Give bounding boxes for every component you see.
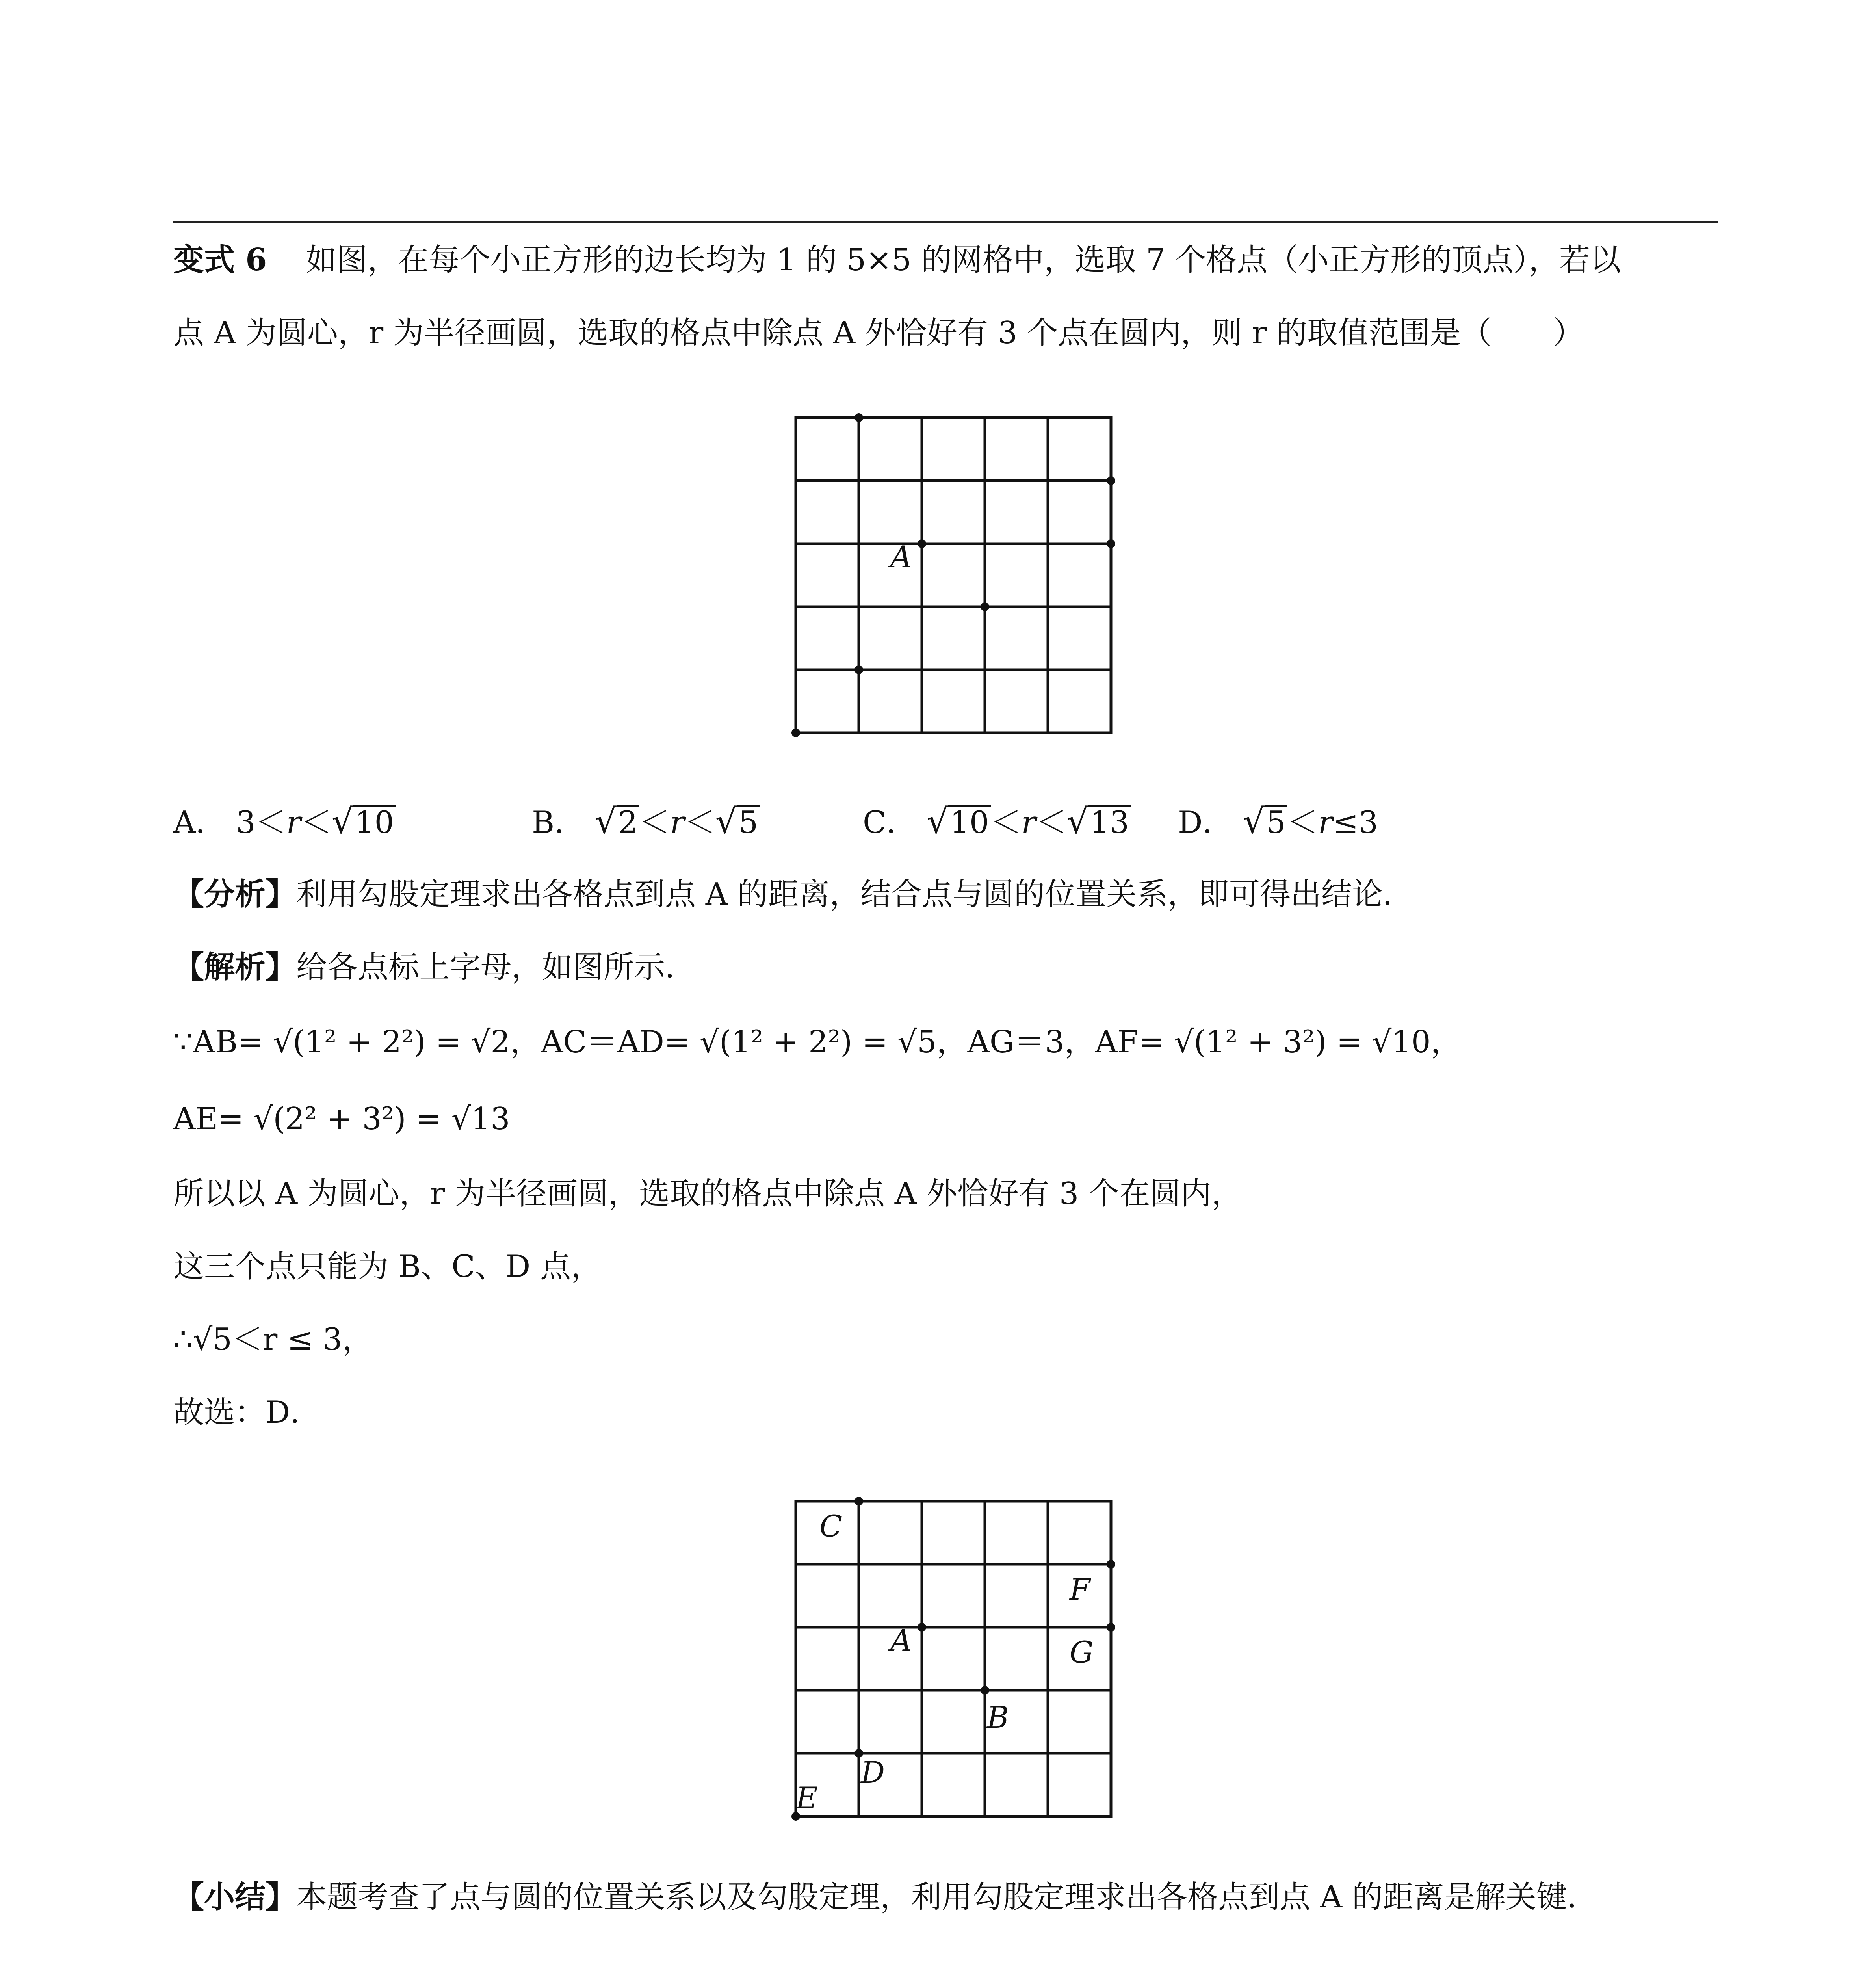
- figure-1-grid: [784, 410, 1119, 756]
- fig2-label-C: C: [819, 1509, 843, 1544]
- fig2-label-A: A: [890, 1623, 912, 1658]
- fig2-label-E: E: [796, 1780, 818, 1816]
- grid-point-D: [854, 665, 863, 674]
- summary-text: 本题考查了点与圆的位置关系以及勾股定理，利用勾股定理求出各格点到点 A 的距离是解关键．: [296, 1879, 1598, 1915]
- solution-line-3: 所以以 A 为圆心，r 为半径画圆，选取的格点中除点 A 外恰好有 3 个在圆内，: [173, 1176, 1243, 1212]
- option-c: C． √10＜r＜√13: [863, 800, 1131, 844]
- option-b-r: r: [670, 805, 685, 840]
- fig2-point-G: [1107, 1623, 1115, 1632]
- option-c-op1: ＜: [990, 805, 1022, 840]
- option-c-lower: 10: [948, 805, 990, 838]
- figure-2-grid: [784, 1493, 1119, 1824]
- analysis-line: [173, 873, 1414, 916]
- option-c-letter: C．: [863, 805, 917, 840]
- option-b-upper: 5: [737, 805, 760, 838]
- grid-lines-2: [796, 1501, 1111, 1816]
- fig2-label-B: B: [987, 1700, 1009, 1735]
- grid-point-B: [981, 602, 989, 611]
- summary-line: [173, 1875, 1598, 1919]
- solution-line-4: 这三个点只能为 B、C、D 点，: [173, 1249, 602, 1284]
- analysis-tag: 【分析】: [173, 876, 297, 912]
- solution-line-6: 故选：D．: [173, 1395, 321, 1430]
- fig2-point-B: [981, 1686, 989, 1695]
- fig2-point-F: [1107, 1560, 1115, 1569]
- fig2-label-D: D: [861, 1755, 885, 1790]
- problem-label: 变式 6: [173, 242, 267, 278]
- problem-text-1: 如图，在每个小正方形的边长均为 1 的 5×5 的网格中，选取 7 个格点（小正方形的顶点），若以: [306, 242, 1621, 278]
- solution-line-5: ∴√5＜r ≤ 3，: [173, 1322, 373, 1357]
- fig2-label-F: F: [1070, 1572, 1090, 1607]
- option-b-op1: ＜: [639, 805, 670, 840]
- option-b-letter: B．: [532, 805, 585, 840]
- option-b-lower: 2: [617, 805, 639, 838]
- grid-point-F: [1107, 476, 1115, 485]
- option-d-letter: D．: [1178, 805, 1233, 840]
- grid-point-A: [918, 539, 926, 548]
- grid-point-G: [1107, 539, 1115, 548]
- option-d-lower: 5: [1265, 805, 1287, 838]
- option-a-r: r: [286, 805, 301, 840]
- option-d-upper: 3: [1358, 805, 1378, 840]
- problem-line-1: [173, 238, 1621, 282]
- option-c-op2: ＜: [1036, 805, 1067, 840]
- fig2-point-A: [918, 1623, 926, 1632]
- option-d-r: r: [1318, 805, 1333, 840]
- grid-point-E: [791, 729, 800, 737]
- option-d-op2: ≤: [1333, 805, 1359, 840]
- grid-lines: [796, 418, 1111, 733]
- grid-point-C: [854, 413, 863, 422]
- option-a: A． 3＜r＜√10: [173, 800, 396, 844]
- option-b-op2: ＜: [684, 805, 715, 840]
- fig2-point-C: [854, 1497, 863, 1505]
- solution-line-1: [173, 946, 696, 989]
- option-c-upper: 13: [1088, 805, 1131, 838]
- option-a-lower: 3: [236, 805, 256, 840]
- option-b: B． √2＜r＜√5: [532, 800, 760, 844]
- solution-equation-2: AE= √(2² + 3²) = √13: [173, 1101, 510, 1137]
- solution-tag: 【解析】: [173, 949, 297, 985]
- option-c-r: r: [1021, 805, 1036, 840]
- fig2-label-G: G: [1070, 1635, 1094, 1670]
- option-d: D． √5＜r≤3: [1178, 802, 1378, 841]
- header-rule: [173, 221, 1718, 223]
- summary-tag: 【小结】: [173, 1879, 297, 1915]
- solution-equation-1: ∵AB= √(1² + 2²) = √2，AC＝AD= √(1² + 2²) = √5，AG＝3，AF= √(1² + 3²) = √10，: [173, 1024, 1462, 1060]
- option-a-op2: ＜: [301, 805, 332, 840]
- solution-text: 给各点标上字母，如图所示．: [296, 950, 696, 985]
- option-a-upper: 10: [353, 805, 396, 838]
- option-a-letter: A．: [173, 805, 227, 840]
- problem-line-2: 点 A 为圆心，r 为半径画圆，选取的格点中除点 A 外恰好有 3 个点在圆内，则 r 的取值范围是（ ）: [173, 315, 1584, 351]
- option-a-op1: ＜: [255, 805, 286, 840]
- option-d-op1: ＜: [1287, 805, 1318, 840]
- analysis-text: 利用勾股定理求出各格点到点 A 的距离，结合点与圆的位置关系，即可得出结论．: [296, 877, 1414, 912]
- figure-1-label-A: A: [890, 539, 912, 574]
